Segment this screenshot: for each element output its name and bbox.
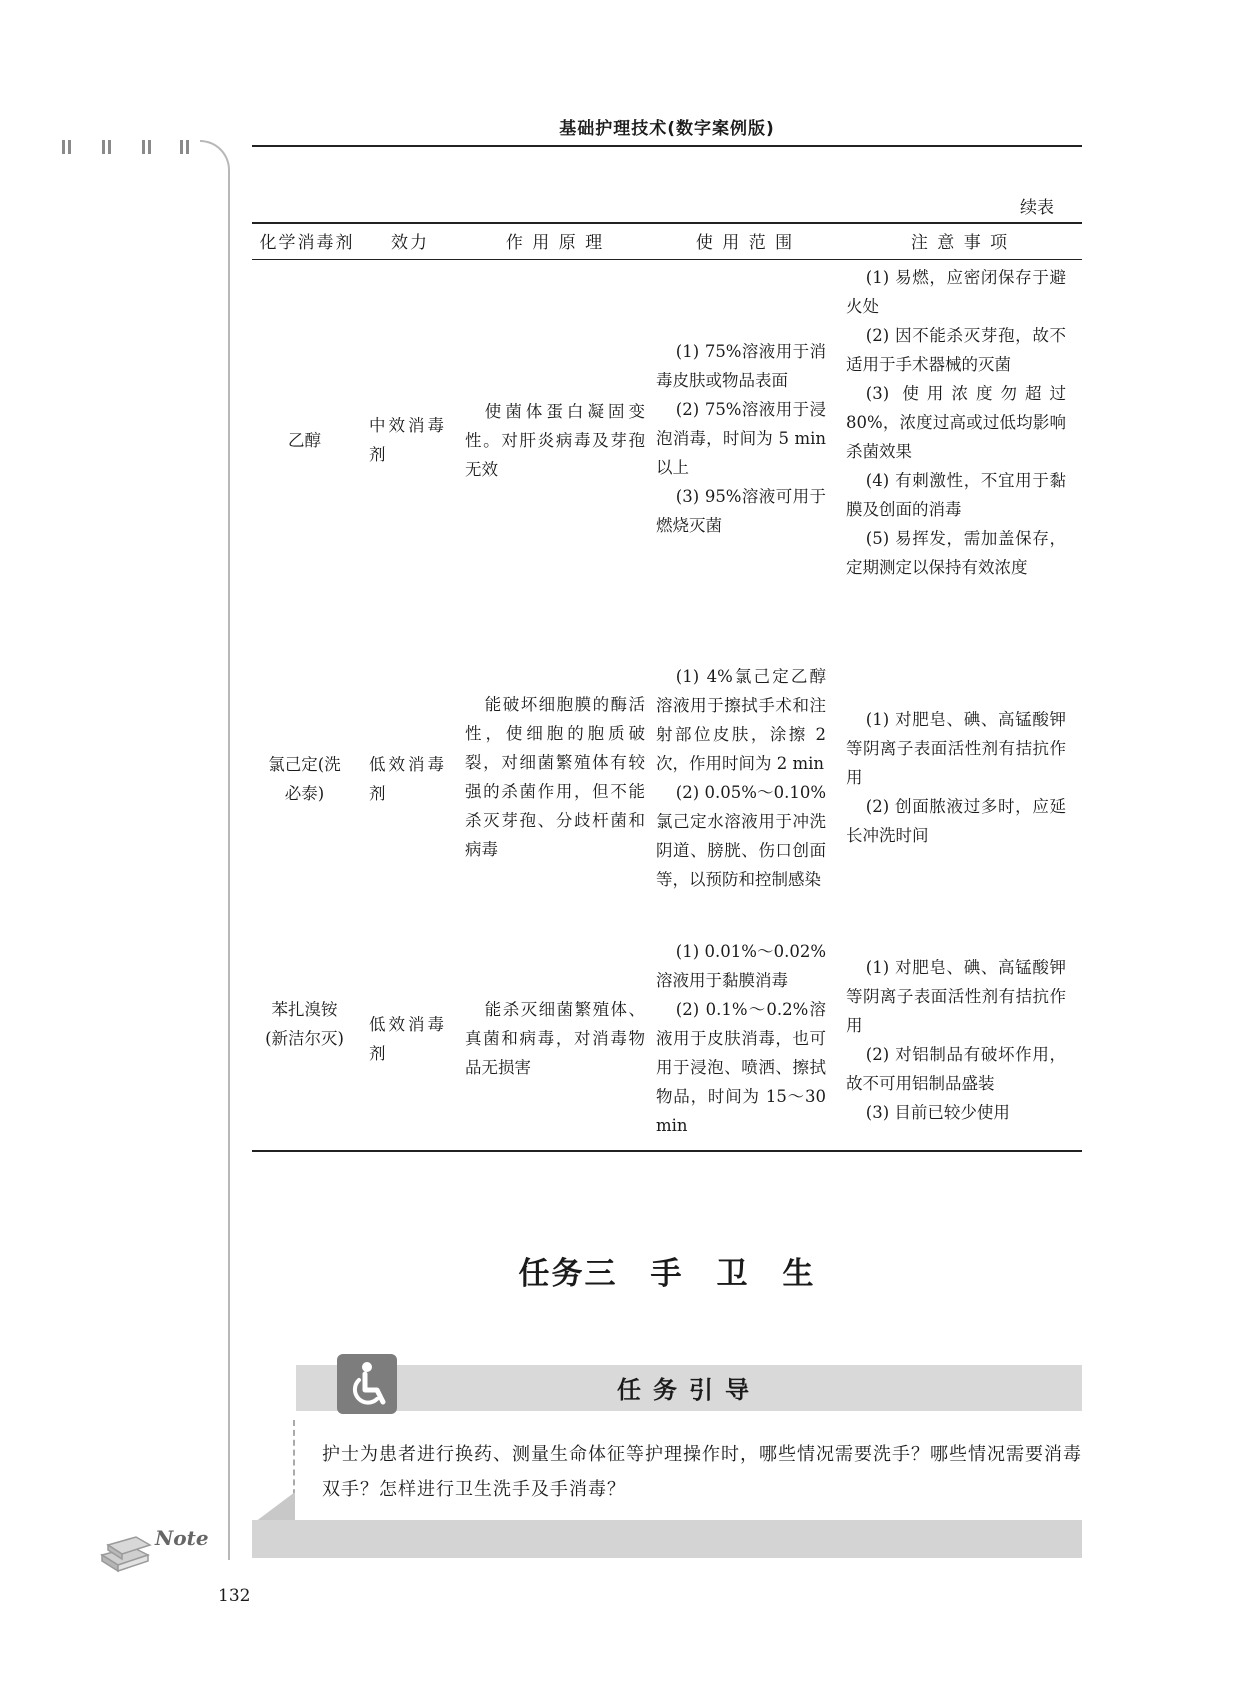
header-rule xyxy=(252,145,1082,147)
section-title: 任务三 手 卫 生 xyxy=(518,1256,816,1292)
table-header-rule xyxy=(252,259,1082,260)
column-header-agent: 化学消毒剂 xyxy=(259,233,355,253)
table-row-3-principle: 能杀灭细菌繁殖体、真菌和病毒，对消毒物品无损害 xyxy=(465,1000,645,1077)
note-label: Note xyxy=(155,1526,209,1550)
table-row-1-efficacy: 中效消毒剂 xyxy=(369,416,444,464)
table-row-2-notes: (1) 对肥皂、碘、高锰酸钾等阴离子表面活性剂有拮抗作用 (2) 创面脓液过多时，应延长冲洗时间 xyxy=(846,710,1066,845)
task-guide-text: 护士为患者进行换药、测量生命体征等护理操作时，哪些情况需要洗手？哪些情况需要消毒双手？怎样进行卫生洗手及手消毒？ xyxy=(322,1444,1082,1500)
column-header-scope: 使 用 范 围 xyxy=(695,233,795,253)
table-continued-label: 续表 xyxy=(1020,198,1054,218)
table-row-3-scope: (1) 0.01%～0.02%溶液用于黏膜消毒 (2) 0.1%～0.2%溶液用于皮肤消毒，也可用于浸泡、喷洒、擦拭物品，时间为 15～30 min xyxy=(656,942,826,1135)
table-row-2-scope: (1) 4%氯己定乙醇溶液用于擦拭手术和注射部位皮肤，涂擦 2 次，作用时间为 2 min (2) 0.05%～0.10%氯己定水溶液用于冲洗阴道、膀胱、伤口创面等，以预防和控制感染 xyxy=(656,667,826,889)
task-guide-title: 任务引导 xyxy=(617,1375,761,1404)
table-row-1-notes: (1) 易燃，应密闭保存于避火处 (2) 因不能杀灭芽孢，故不适用于手术器械的灭菌 (3) 使用浓度勿超过 80%，浓度过高或过低均影响杀菌效果 (4) 有刺激性，不宜用于黏膜及创面的消毒 (5) 易挥发，需加盖保存，定期测定以保持有效浓度 xyxy=(846,268,1066,577)
margin-tick-marks xyxy=(58,140,193,154)
table-row-2-principle: 能破坏细胞膜的酶活性，使细胞的胞质破裂，对细菌繁殖体有较强的杀菌作用，但不能杀灭芽孢、分歧杆菌和病毒 xyxy=(465,695,645,859)
table-row-2-agent: 氯己定(洗必泰) xyxy=(268,755,341,803)
margin-rule xyxy=(200,140,230,1560)
table-row-1-agent: 乙醇 xyxy=(288,431,321,450)
task-guide-footer-band xyxy=(252,1520,1082,1558)
running-header-title: 基础护理技术(数字案例版) xyxy=(559,119,775,139)
table-row-1-scope: (1) 75%溶液用于消毒皮肤或物品表面 (2) 75%溶液用于浸泡消毒，时间为 5 min 以上 (3) 95%溶液可用于燃烧灭菌 xyxy=(656,342,826,535)
column-header-notes: 注 意 事 项 xyxy=(910,233,1010,253)
table-top-rule xyxy=(252,222,1082,224)
task-guide-corner xyxy=(255,1492,295,1522)
table-row-2-efficacy: 低效消毒剂 xyxy=(369,755,444,803)
table-row-1-principle: 使菌体蛋白凝固变性。对肝炎病毒及芽孢无效 xyxy=(465,402,645,479)
table-row-3-agent: 苯扎溴铵(新洁尔灭) xyxy=(265,1000,344,1048)
table-row-3-efficacy: 低效消毒剂 xyxy=(369,1015,444,1063)
table-bottom-rule xyxy=(252,1150,1082,1152)
column-header-principle: 作 用 原 理 xyxy=(505,233,605,253)
column-header-efficacy: 效力 xyxy=(391,233,429,253)
page-number: 132 xyxy=(218,1586,251,1606)
table-row-3-notes: (1) 对肥皂、碘、高锰酸钾等阴离子表面活性剂有拮抗作用 (2) 对铝制品有破坏作用，故不可用铝制品盛装 (3) 目前已较少使用 xyxy=(846,958,1066,1122)
